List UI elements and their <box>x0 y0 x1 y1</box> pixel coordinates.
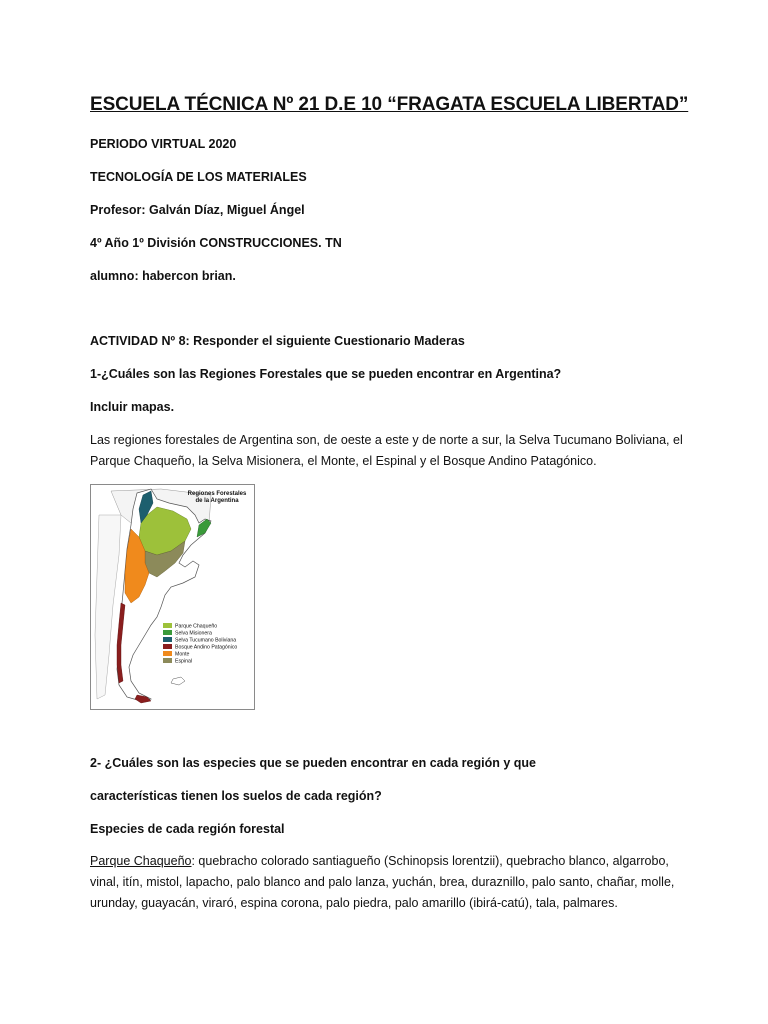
species-heading: Especies de cada región forestal <box>90 822 285 836</box>
legend-label-monte: Monte <box>175 651 190 658</box>
legend-swatch-parque-chaqueno <box>163 623 172 628</box>
answer-1: Las regiones forestales de Argentina son, de oeste a este y de norte a sur, la Selva Tucumano Boliviana, el Parque Chaqueño, la Selva Misionera, el Monte, el Espinal y el Bosque Andino Patagónico. <box>90 433 683 468</box>
parque-chaqueno-paragraph <box>90 851 690 914</box>
legend-label-selva-misionera: Selva Misionera <box>175 630 212 637</box>
legend-label-selva-tucumano: Selva Tucumano Boliviana <box>175 637 237 644</box>
subject-line: TECNOLOGÍA DE LOS MATERIALES <box>90 170 307 184</box>
legend-swatch-selva-tucumano <box>163 637 172 642</box>
question-1: 1-¿Cuáles son las Regiones Forestales que se pueden encontrar en Argentina? <box>90 367 562 381</box>
student-line: alumno: habercon brian. <box>90 269 236 283</box>
malvinas-islands-shape <box>171 677 185 685</box>
map-legend <box>163 623 237 665</box>
legend-label-parque-chaqueno: Parque Chaqueño <box>175 623 218 630</box>
parque-chaqueno-species: : quebracho colorado santiagueño (Schinopsis lorentzii), quebracho blanco, algarrobo, vinal, itín, mistol, lapacho, palo blanco and palo lanza, yuchán, brea, duraznillo, palo santo, chañar, molle, urunday, guayacán, viraró, espina corona, palo piedra, palo amarillo (ibirá-catú), tala, palmares. <box>90 854 675 910</box>
question-2-line-1: 2- ¿Cuáles son las especies que se pueden encontrar en cada región y que <box>90 756 536 770</box>
legend-swatch-bosque-andino <box>163 644 172 649</box>
legend-swatch-monte <box>163 651 172 656</box>
argentina-map-graphic <box>91 485 254 709</box>
question-1-note: Incluir mapas. <box>90 400 175 414</box>
question-2-line-2: características tienen los suelos de cada región? <box>90 789 382 803</box>
legend-label-espinal: Espinal <box>175 658 193 665</box>
legend-swatch-espinal <box>163 658 172 663</box>
map-title-line-1: Regiones Forestales <box>187 491 247 497</box>
teacher-line: Profesor: Galván Díaz, Miguel Ángel <box>90 203 305 217</box>
map-title-line-2: de la Argentina <box>195 498 239 504</box>
period-line: PERIODO VIRTUAL 2020 <box>90 137 237 151</box>
activity-heading: ACTIVIDAD Nº 8: Responder el siguiente Cuestionario Maderas <box>90 334 465 348</box>
legend-swatch-selva-misionera <box>163 630 172 635</box>
legend-label-bosque-andino: Bosque Andino Patagónico <box>175 644 238 651</box>
forest-regions-map <box>90 484 255 710</box>
school-title: ESCUELA TÉCNICA Nº 21 D.E 10 “FRAGATA ESCUELA LIBERTAD” <box>90 94 689 115</box>
course-line: 4º Año 1º División CONSTRUCCIONES. TN <box>90 236 342 250</box>
parque-chaqueno-label: Parque Chaqueño <box>90 854 192 868</box>
